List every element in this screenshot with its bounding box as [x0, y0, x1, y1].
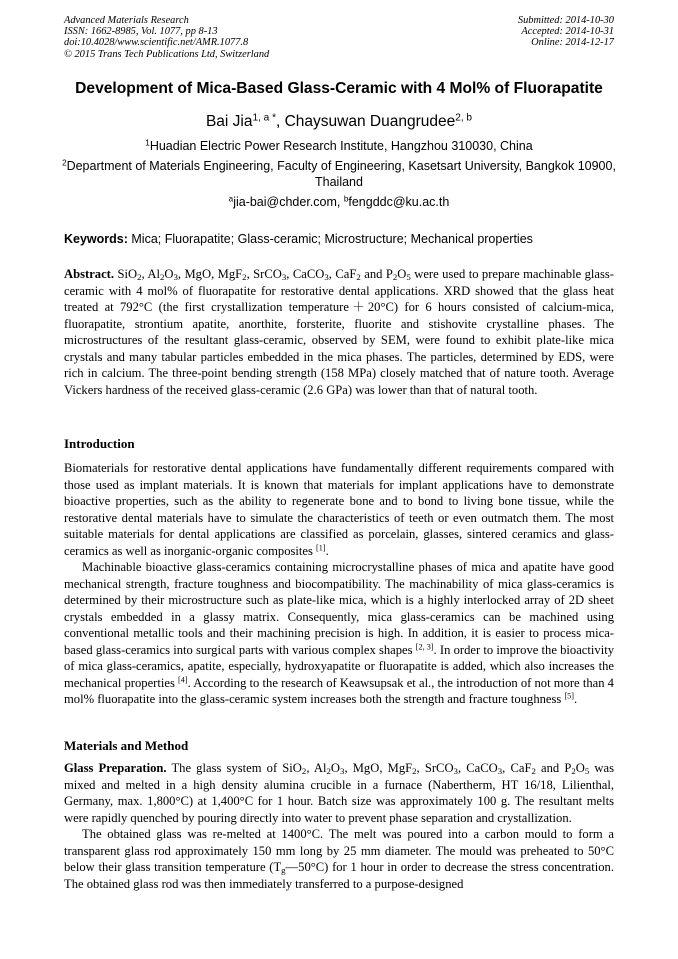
affiliation-1-mark: 1 — [145, 138, 150, 148]
paragraph-text: . According to the research of Keawsupsak et al., the introduction of not more than 4 mol% fluorapatite into the glass-ceramic system increases both the strength and fracture toughness — [64, 675, 614, 706]
materials-paragraph-1 — [64, 760, 614, 826]
subscript: 2 — [356, 272, 361, 283]
glass-preparation-label: Glass Preparation. — [64, 761, 167, 775]
abstract — [64, 266, 614, 398]
subscript: 2 — [571, 766, 576, 777]
subscript: 5 — [584, 766, 590, 777]
abstract-text: O — [397, 267, 407, 281]
paragraph-text: . — [325, 543, 329, 558]
affiliation-2-mark: 2 — [62, 158, 67, 168]
citation: [1] — [316, 543, 326, 552]
paragraph-text: , CaCO — [457, 761, 498, 775]
paragraph-text: . — [574, 692, 578, 706]
subscript: 3 — [453, 766, 458, 777]
introduction-body — [64, 460, 614, 708]
affiliation-2 — [60, 158, 618, 190]
online-date: Online: 2014-12-17 — [531, 37, 614, 49]
introduction-heading: Introduction — [64, 436, 135, 451]
subscript: 3 — [497, 766, 503, 777]
abstract-text: , Al — [141, 267, 160, 281]
citation: [5] — [564, 691, 574, 701]
paragraph-text: The obtained glass was re-melted at 1400°C. The melt was poured into a carbon mould to form a transparent glass rod approximately 150 mm long by 25 mm diameter. The mould was preheated to 50°C below their glass transition temperature (T — [64, 827, 614, 874]
paragraph-text: , MgO, MgF — [344, 761, 413, 775]
author-emails — [60, 195, 618, 209]
paragraph-text: O — [575, 761, 585, 775]
abstract-text: SiO — [114, 267, 138, 281]
abstract-label: Abstract. — [64, 267, 115, 281]
journal-copyright: © 2015 Trans Tech Publications Ltd, Switzerland — [64, 48, 270, 60]
author-1: Bai Jia — [205, 113, 253, 130]
introduction-paragraph-1 — [64, 460, 614, 559]
affiliation-2-text: Department of Materials Engineering, Faculty of Engineering, Kasetsart University, Bangkok 10900, Thailand — [66, 159, 616, 189]
materials-body — [64, 760, 614, 892]
keywords-label: Keywords: — [64, 232, 128, 246]
subscript: 2 — [137, 272, 142, 283]
author-1-mark: 1, a * — [252, 112, 276, 124]
subscript: 2 — [392, 272, 398, 283]
journal-name: Advanced Materials Research — [64, 15, 189, 26]
paragraph-text: . In order to improve the bioactivity of mica glass-ceramics, apatite, especially, hydroxyapatite or fluorapatite is added, which also increases the mechanical properties — [64, 642, 614, 690]
journal-doi: doi:10.4028/www.scientific.net/AMR.1077.8 — [64, 37, 249, 49]
paragraph-text: was mixed and melted in a high density alumina crucible in a furnace (Nabertherm, HT 16/18, Lilienthal, Germany, max. 1,800°C) at 1,400°C for 1 hour. Batch size was approximately 100 g. The resultant melts were rapidly quenched by pouring directly into water to prevent phase separation and crystallization. — [64, 761, 615, 825]
citation: [4] — [178, 675, 188, 684]
subscript: 2 — [159, 272, 165, 283]
paragraph-text: , CaF — [502, 761, 532, 775]
subscript: 2 — [326, 766, 331, 777]
journal-header-left — [64, 15, 269, 60]
subscript: 3 — [340, 766, 345, 777]
paragraph-text: Machinable bioactive glass-ceramics containing microcrystalline phases of mica and apatite have good mechanical strength, fracture toughness and biocompatibility. The machinability of mica glass-ceramics is determined by their microstructure such as plate-like mica, which is a highly interlocked array of 2D sheet crystals embedded in a glassy matrix. Consequently, mica glass-ceramics can be machined using conventional metallic tools and their machining precision is high. In addition, it is easier to process mica-based glass-ceramics into surgical parts with various complex shapes — [64, 560, 614, 657]
materials-paragraph-2 — [64, 826, 614, 892]
abstract-text: , CaF — [328, 267, 357, 281]
abstract-text: were used to prepare machinable glass-ceramic with 4 mol% of fluorapatite for restorative dental applications. XRD showed that the glass heat treated at 792°C (the first crystallization temperature＋20°C) for 6 hours consisted of calcium-mica, fluorapatite, strontium apatite, anorthite, forsterite, fluorite and stishovite crystalline phases. The microstructures of the resultant glass-ceramic, observed by SEM, were found to exhibit plate-like mica crystals and many tabular particles embedded in the mica phases. The particles, determined by EDS, were rich in calcium. The three-point bending strength (158 MPa) closely matched that of nature tooth. Average Vickers hardness of the received glass-ceramic (2.6 GPa) was lower than that of natural tooth. — [64, 267, 615, 397]
subscript: 5 — [406, 272, 411, 283]
paragraph-text: The glass system of SiO — [166, 761, 302, 775]
submitted-date: Submitted: 2014-10-30 — [517, 15, 614, 26]
abstract-text: , SrCO — [246, 267, 282, 281]
subscript: 3 — [324, 272, 329, 283]
author-list — [40, 113, 638, 131]
paragraph-text: Biomaterials for restorative dental applications have fundamentally different requirements compared with those used as implant materials. It is known that materials for implant applications have to demonstrate bioactive properties, such as the ability to regenerate bone and to bond to living bone tissue, while the restorative dental materials have to simulate the characteristics of teeth or even outmatch them. The most suitable materials for dental applications are classified as porcelain, glasses, sintered ceramics and glass-ceramics as well as inorganic-organic composites — [64, 461, 614, 558]
journal-header-right — [518, 15, 614, 49]
abstract-text: O — [164, 267, 174, 281]
email-b: fengddc@ku.ac.th — [348, 195, 450, 209]
author-separator: , — [275, 113, 285, 130]
paragraph-text: —50°C) for 1 hour in order to decrease the stress concentration. The obtained glass rod was then immediately transferred to a purpose-designed — [64, 860, 614, 891]
subscript: 2 — [301, 766, 307, 777]
subscript: g — [281, 865, 286, 876]
subscript: 2 — [531, 766, 536, 777]
abstract-text: and P — [360, 267, 393, 281]
keywords — [64, 232, 616, 246]
paragraph-text: O — [330, 761, 341, 775]
paragraph-text: , SrCO — [416, 761, 454, 775]
subscript: 3 — [173, 272, 178, 283]
subscript: 2 — [412, 766, 417, 777]
citation: [2, 3] — [415, 642, 434, 651]
paper-title: Development of Mica-Based Glass-Ceramic with 4 Mol% of Fluorapatite — [75, 80, 603, 97]
author-2: Chaysuwan Duangrudee — [284, 113, 456, 130]
author-2-mark: 2, b — [455, 112, 473, 124]
journal-issn: ISSN: 1662-8985, Vol. 1077, pp 8-13 — [64, 26, 218, 38]
subscript: 2 — [242, 272, 247, 283]
paragraph-text: and P — [535, 761, 572, 775]
subscript: 3 — [281, 272, 287, 283]
paragraph-text: , Al — [306, 761, 327, 775]
email-a: jia-bai@chder.com, — [233, 195, 344, 209]
abstract-text: , CaCO — [286, 267, 325, 281]
email-b-mark: b — [343, 194, 349, 204]
accepted-date: Accepted: 2014-10-31 — [521, 26, 614, 38]
affiliation-1 — [60, 138, 618, 154]
abstract-text: , MgO, MgF — [177, 267, 243, 281]
email-a-mark: a — [228, 194, 234, 204]
affiliation-1-text: Huadian Electric Power Research Institute, Hangzhou 310030, China — [149, 139, 533, 153]
materials-heading: Materials and Method — [64, 738, 189, 753]
introduction-paragraph-2 — [64, 559, 614, 708]
keywords-text: Mica; Fluorapatite; Glass-ceramic; Microstructure; Mechanical properties — [127, 232, 533, 246]
